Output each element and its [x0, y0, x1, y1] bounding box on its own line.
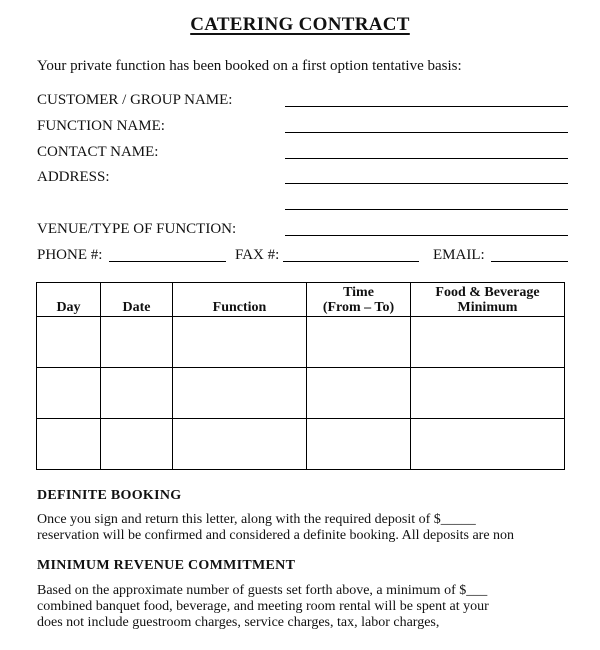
- table-cell[interactable]: [101, 368, 173, 419]
- table-cell[interactable]: [411, 419, 565, 470]
- header-day: Day: [37, 283, 101, 317]
- address-input-line-2[interactable]: [285, 209, 568, 210]
- minimum-revenue-heading: MINIMUM REVENUE COMMITMENT: [37, 558, 296, 573]
- customer-input-line[interactable]: [285, 106, 568, 107]
- table-cell[interactable]: [37, 368, 101, 419]
- schedule-table: [36, 282, 565, 470]
- definite-booking-line-2: reservation will be confirmed and considered a definite booking. All deposits are non: [37, 528, 515, 543]
- minimum-revenue-line-2: combined banquet food, beverage, and meeting room rental will be spent at your: [37, 599, 489, 614]
- header-time-line1: Time: [343, 285, 374, 300]
- contact-input-line[interactable]: [285, 158, 568, 159]
- table-row: [37, 419, 565, 470]
- header-function: Function: [173, 283, 307, 317]
- table-cell[interactable]: [411, 317, 565, 368]
- table-row: [37, 368, 565, 419]
- table-cell[interactable]: [37, 317, 101, 368]
- customer-label: CUSTOMER / GROUP NAME:: [37, 92, 233, 108]
- phone-label: PHONE #:: [37, 247, 103, 263]
- minimum-revenue-line-1: Based on the approximate number of guests set forth above, a minimum of $___: [37, 583, 488, 598]
- venue-label: VENUE/TYPE OF FUNCTION:: [37, 221, 237, 237]
- header-fnb-line1: Food & Beverage: [435, 285, 540, 300]
- function-input-line[interactable]: [285, 132, 568, 133]
- header-date: Date: [101, 283, 173, 317]
- table-cell[interactable]: [411, 368, 565, 419]
- table-cell[interactable]: [173, 317, 307, 368]
- function-label: FUNCTION NAME:: [37, 118, 165, 134]
- header-time-line2: (From – To): [322, 300, 395, 315]
- email-label: EMAIL:: [433, 247, 485, 263]
- definite-booking-line-1: Once you sign and return this letter, along with the required deposit of $_____: [37, 512, 476, 527]
- header-fnb-line2: Minimum: [457, 300, 518, 315]
- email-input-line[interactable]: [491, 261, 568, 262]
- table-cell[interactable]: [307, 419, 411, 470]
- fax-label: FAX #:: [235, 247, 280, 263]
- minimum-revenue-line-3: does not include guestroom charges, service charges, tax, labor charges,: [37, 615, 440, 630]
- fax-input-line[interactable]: [283, 261, 419, 262]
- intro-text: Your private function has been booked on a first option tentative basis:: [37, 58, 462, 74]
- contact-label: CONTACT NAME:: [37, 144, 159, 160]
- page-title: CATERING CONTRACT: [190, 14, 410, 35]
- definite-booking-heading: DEFINITE BOOKING: [37, 488, 182, 503]
- address-input-line-1[interactable]: [285, 183, 568, 184]
- phone-input-line[interactable]: [109, 261, 226, 262]
- table-cell[interactable]: [37, 419, 101, 470]
- table-cell[interactable]: [307, 368, 411, 419]
- venue-input-line[interactable]: [285, 235, 568, 236]
- table-cell[interactable]: [101, 317, 173, 368]
- table-cell[interactable]: [173, 368, 307, 419]
- header-time: [307, 283, 411, 317]
- table-header-row: [37, 283, 565, 317]
- table-cell[interactable]: [307, 317, 411, 368]
- table-cell[interactable]: [101, 419, 173, 470]
- table-row: [37, 317, 565, 368]
- table-cell[interactable]: [173, 419, 307, 470]
- address-label: ADDRESS:: [37, 169, 110, 185]
- header-food-beverage: [411, 283, 565, 317]
